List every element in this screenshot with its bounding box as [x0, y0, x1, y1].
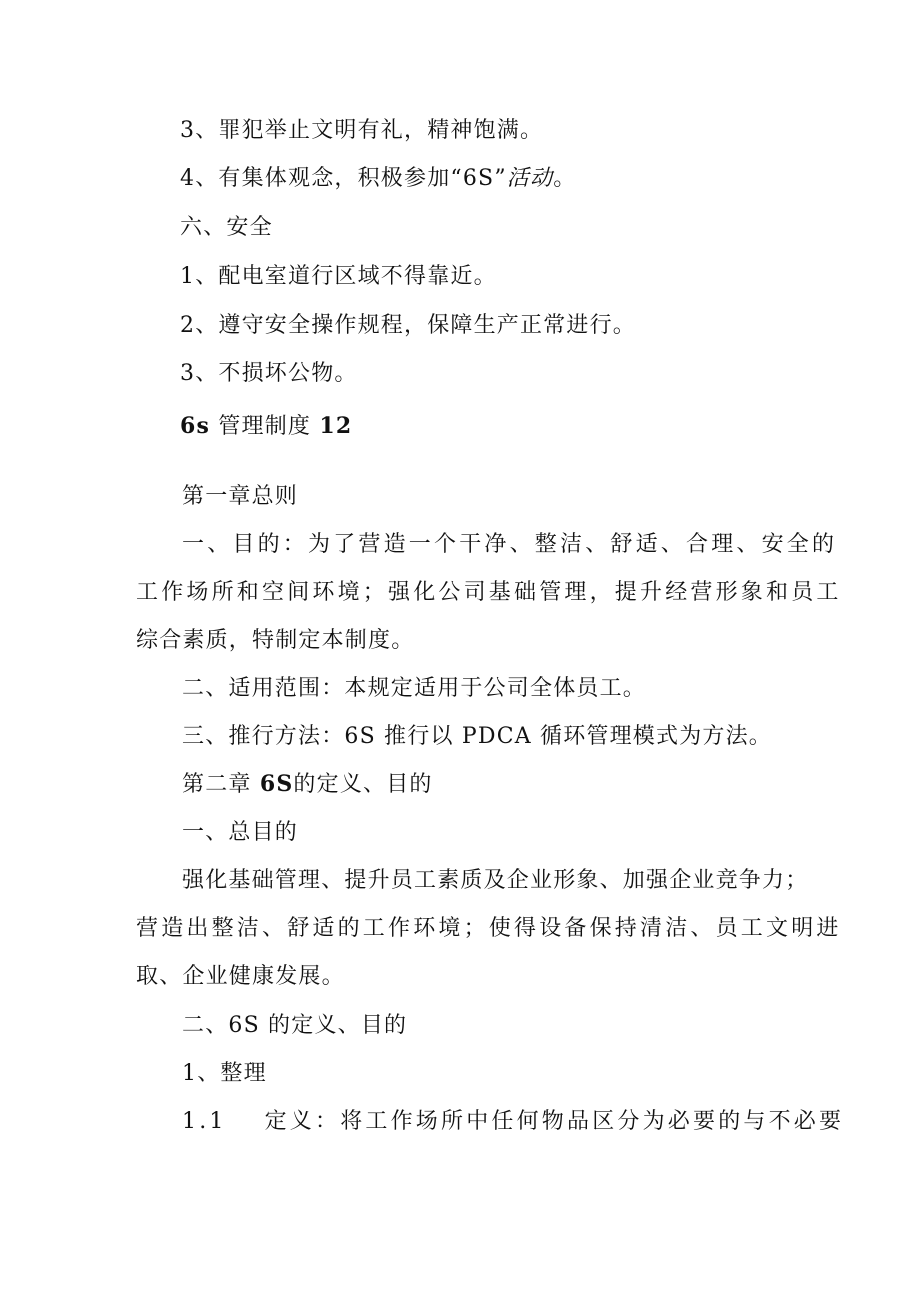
safety-heading: 六、安全: [180, 215, 273, 240]
safety-item-2: 2、遵守安全操作规程，保障生产正常进行。: [180, 313, 636, 338]
chapter2-title-prefix: 第二章: [182, 772, 252, 797]
scope-paragraph: 二、适用范围：本规定适用于公司全体员工。: [182, 676, 647, 701]
section-title: [180, 411, 352, 442]
section-title-text: 管理制度: [218, 414, 312, 439]
seiri-definition-text: 定义：将工作场所中任何物品区分为必要的与不必要: [264, 1109, 845, 1134]
chapter2-title: [182, 769, 433, 800]
section-title-number: 12: [319, 413, 353, 439]
method-paragraph: 三、推行方法：6S 推行以 PDCA 循环管理模式为方法。: [182, 724, 773, 749]
seiri-heading: 1、整理: [182, 1061, 267, 1086]
chapter2-title-bold: 6S: [259, 771, 294, 797]
list-item-collective-end: 。: [553, 166, 577, 191]
safety-item-3: 3、不损坏公物。: [180, 361, 358, 386]
seiri-definition-number: 1.1: [182, 1109, 227, 1134]
list-item-conduct: 3、罪犯举止文明有礼，精神饱满。: [180, 118, 544, 143]
section-title-prefix: 6s: [180, 413, 211, 439]
general-purpose-heading: 一、总目的: [182, 820, 299, 845]
list-item-collective-quote: “6S”: [450, 166, 507, 191]
list-item-collective: [180, 164, 576, 194]
seiri-definition: [182, 1107, 844, 1137]
list-item-collective-text: 4、有集体观念，积极参加: [180, 166, 451, 191]
purpose-line-3: 综合素质，特制定本制度。: [136, 628, 415, 653]
safety-item-1: 1、配电室道行区域不得靠近。: [180, 264, 497, 289]
general-purpose-line-2: 营造出整洁、舒适的工作环境；使得设备保持清洁、员工文明进: [136, 916, 842, 941]
general-purpose-line-1: 强化基础管理、提升员工素质及企业形象、加强企业竞争力；: [182, 868, 809, 893]
chapter1-title: 第一章总则: [182, 484, 299, 509]
purpose-line-2: 工作场所和空间环境；强化公司基础管理，提升经营形象和员工: [136, 580, 842, 605]
general-purpose-line-3: 取、企业健康发展。: [136, 964, 345, 989]
chapter2-title-suffix: 的定义、目的: [293, 772, 433, 797]
definition-heading: 二、6S 的定义、目的: [182, 1013, 408, 1038]
purpose-line-1: 一、目的：为了营造一个干净、整洁、舒适、合理、安全的: [182, 532, 838, 557]
list-item-collective-italic: 活动: [506, 166, 554, 191]
